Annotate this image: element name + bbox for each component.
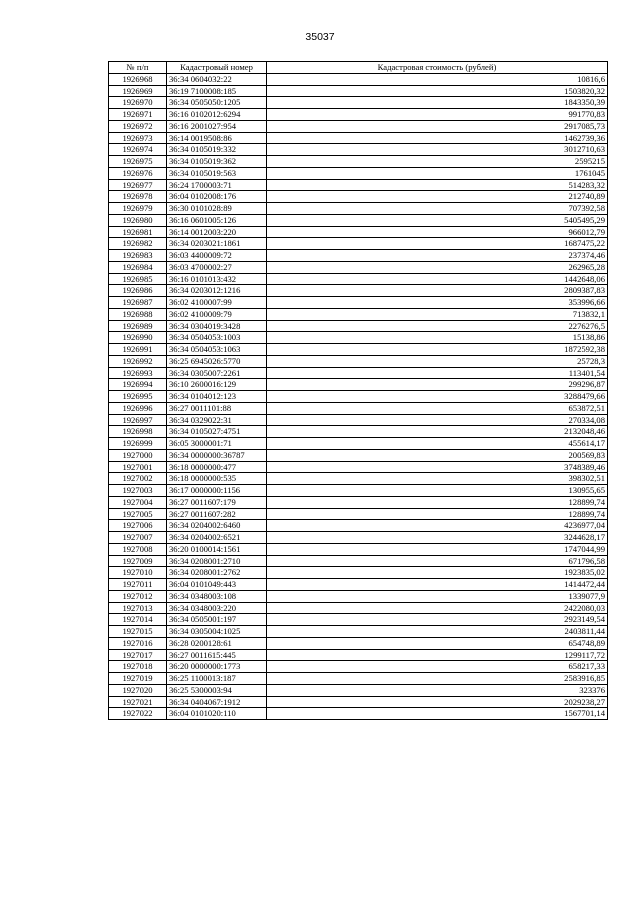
table-row bbox=[109, 320, 608, 332]
table-row bbox=[109, 520, 608, 532]
table-row bbox=[109, 261, 608, 273]
cell-row-number: 1927020 bbox=[109, 684, 167, 696]
table-row bbox=[109, 461, 608, 473]
column-header-num: № п/п bbox=[109, 62, 167, 74]
cell-cadastral-value: 1462739,36 bbox=[267, 132, 608, 144]
table-body bbox=[109, 73, 608, 719]
cell-cadastral-value: 1843350,39 bbox=[267, 97, 608, 109]
cell-row-number: 1926996 bbox=[109, 402, 167, 414]
cell-row-number: 1927004 bbox=[109, 496, 167, 508]
cell-cadastral-number: 36:34 0504053:1063 bbox=[167, 344, 267, 356]
cell-cadastral-number: 36:04 0101049:443 bbox=[167, 579, 267, 591]
cell-cadastral-number: 36:34 0208001:2710 bbox=[167, 555, 267, 567]
cell-cadastral-value: 1442648,06 bbox=[267, 273, 608, 285]
cell-cadastral-number: 36:30 0101028:89 bbox=[167, 203, 267, 215]
table-row bbox=[109, 626, 608, 638]
cell-cadastral-value: 713832,1 bbox=[267, 308, 608, 320]
cell-cadastral-value: 128899,74 bbox=[267, 508, 608, 520]
cell-row-number: 1927018 bbox=[109, 661, 167, 673]
cell-cadastral-number: 36:34 0504053:1003 bbox=[167, 332, 267, 344]
cell-row-number: 1927007 bbox=[109, 532, 167, 544]
cell-row-number: 1926983 bbox=[109, 250, 167, 262]
table-row bbox=[109, 156, 608, 168]
cell-cadastral-value: 658217,33 bbox=[267, 661, 608, 673]
cell-cadastral-value: 653872,51 bbox=[267, 402, 608, 414]
cell-cadastral-value: 237374,46 bbox=[267, 250, 608, 262]
cell-cadastral-number: 36:34 0404067:1912 bbox=[167, 696, 267, 708]
cell-row-number: 1927014 bbox=[109, 614, 167, 626]
cell-row-number: 1926989 bbox=[109, 320, 167, 332]
table-header-row bbox=[109, 62, 608, 74]
cell-row-number: 1927000 bbox=[109, 449, 167, 461]
table-row bbox=[109, 308, 608, 320]
cell-cadastral-value: 4236977,04 bbox=[267, 520, 608, 532]
cell-cadastral-value: 1872592,38 bbox=[267, 344, 608, 356]
cell-cadastral-value: 10816,6 bbox=[267, 73, 608, 85]
table-row bbox=[109, 367, 608, 379]
cell-cadastral-value: 1339077,9 bbox=[267, 590, 608, 602]
cell-cadastral-number: 36:16 2001027:954 bbox=[167, 120, 267, 132]
cell-cadastral-number: 36:20 0000000:1773 bbox=[167, 661, 267, 673]
cell-cadastral-number: 36:34 0208001:2762 bbox=[167, 567, 267, 579]
cell-cadastral-number: 36:34 0505001:197 bbox=[167, 614, 267, 626]
table-row bbox=[109, 673, 608, 685]
cell-cadastral-value: 398302,51 bbox=[267, 473, 608, 485]
table-row bbox=[109, 438, 608, 450]
table-row bbox=[109, 144, 608, 156]
cell-cadastral-number: 36:34 0204002:6521 bbox=[167, 532, 267, 544]
cell-cadastral-number: 36:34 0105019:563 bbox=[167, 167, 267, 179]
table-row bbox=[109, 379, 608, 391]
cell-cadastral-number: 36:34 0505050:1205 bbox=[167, 97, 267, 109]
table-row bbox=[109, 602, 608, 614]
table-row bbox=[109, 344, 608, 356]
cell-cadastral-value: 2132048,46 bbox=[267, 426, 608, 438]
table-row bbox=[109, 85, 608, 97]
cell-cadastral-number: 36:04 0101020:110 bbox=[167, 708, 267, 720]
table-row bbox=[109, 203, 608, 215]
cell-row-number: 1926986 bbox=[109, 285, 167, 297]
table-row bbox=[109, 708, 608, 720]
table-row bbox=[109, 590, 608, 602]
cell-cadastral-value: 2917085,73 bbox=[267, 120, 608, 132]
cell-cadastral-number: 36:25 1100013:187 bbox=[167, 673, 267, 685]
table-row bbox=[109, 684, 608, 696]
table-row bbox=[109, 132, 608, 144]
table-row bbox=[109, 567, 608, 579]
cell-cadastral-number: 36:03 4700002:27 bbox=[167, 261, 267, 273]
table-row bbox=[109, 250, 608, 262]
cell-row-number: 1927009 bbox=[109, 555, 167, 567]
cell-row-number: 1926969 bbox=[109, 85, 167, 97]
table-row bbox=[109, 120, 608, 132]
table-row bbox=[109, 532, 608, 544]
cell-cadastral-value: 3748389,46 bbox=[267, 461, 608, 473]
cell-cadastral-number: 36:34 0304019:3428 bbox=[167, 320, 267, 332]
cell-row-number: 1926980 bbox=[109, 214, 167, 226]
table-row bbox=[109, 402, 608, 414]
table-row bbox=[109, 214, 608, 226]
cell-row-number: 1926981 bbox=[109, 226, 167, 238]
cell-row-number: 1927005 bbox=[109, 508, 167, 520]
cell-cadastral-value: 2422080,03 bbox=[267, 602, 608, 614]
cell-cadastral-value: 2809387,83 bbox=[267, 285, 608, 297]
cell-row-number: 1926988 bbox=[109, 308, 167, 320]
table-row bbox=[109, 273, 608, 285]
cell-row-number: 1926987 bbox=[109, 297, 167, 309]
cell-cadastral-value: 5405495,29 bbox=[267, 214, 608, 226]
cell-cadastral-value: 1414472,44 bbox=[267, 579, 608, 591]
cell-row-number: 1926974 bbox=[109, 144, 167, 156]
cell-row-number: 1926982 bbox=[109, 238, 167, 250]
cell-cadastral-value: 455614,17 bbox=[267, 438, 608, 450]
cell-cadastral-number: 36:34 0105019:332 bbox=[167, 144, 267, 156]
table-row bbox=[109, 355, 608, 367]
cell-cadastral-value: 671796,58 bbox=[267, 555, 608, 567]
cell-row-number: 1927012 bbox=[109, 590, 167, 602]
table-row bbox=[109, 414, 608, 426]
table-row bbox=[109, 226, 608, 238]
cell-cadastral-number: 36:25 5300003:94 bbox=[167, 684, 267, 696]
column-header-cadastral-value: Кадастровая стоимость (рублей) bbox=[267, 62, 608, 74]
table-row bbox=[109, 508, 608, 520]
cell-cadastral-number: 36:34 0348003:108 bbox=[167, 590, 267, 602]
cell-cadastral-number: 36:18 0000000:477 bbox=[167, 461, 267, 473]
cell-cadastral-value: 1687475,22 bbox=[267, 238, 608, 250]
cell-cadastral-number: 36:34 0329022:31 bbox=[167, 414, 267, 426]
cell-cadastral-number: 36:34 0203012:1216 bbox=[167, 285, 267, 297]
cell-row-number: 1927002 bbox=[109, 473, 167, 485]
cell-cadastral-value: 2923149,54 bbox=[267, 614, 608, 626]
cell-row-number: 1927019 bbox=[109, 673, 167, 685]
cell-cadastral-value: 966012,79 bbox=[267, 226, 608, 238]
cell-cadastral-number: 36:16 0101013:432 bbox=[167, 273, 267, 285]
cell-cadastral-number: 36:27 0011607:179 bbox=[167, 496, 267, 508]
cell-cadastral-value: 991770,83 bbox=[267, 109, 608, 121]
cell-row-number: 1927017 bbox=[109, 649, 167, 661]
cell-cadastral-number: 36:34 0000000:36787 bbox=[167, 449, 267, 461]
table-row bbox=[109, 696, 608, 708]
cell-cadastral-number: 36:27 0011101:88 bbox=[167, 402, 267, 414]
table-row bbox=[109, 391, 608, 403]
cell-cadastral-value: 270334,08 bbox=[267, 414, 608, 426]
cell-cadastral-number: 36:34 0305007:2261 bbox=[167, 367, 267, 379]
table-row bbox=[109, 496, 608, 508]
cell-cadastral-value: 2583916,85 bbox=[267, 673, 608, 685]
cell-row-number: 1926968 bbox=[109, 73, 167, 85]
cell-cadastral-number: 36:34 0105019:362 bbox=[167, 156, 267, 168]
cell-row-number: 1927010 bbox=[109, 567, 167, 579]
cell-row-number: 1926975 bbox=[109, 156, 167, 168]
cadastral-value-table bbox=[108, 61, 608, 720]
cell-cadastral-number: 36:14 0012003:220 bbox=[167, 226, 267, 238]
cell-cadastral-value: 2595215 bbox=[267, 156, 608, 168]
table-row bbox=[109, 285, 608, 297]
cell-cadastral-number: 36:25 6945026:5770 bbox=[167, 355, 267, 367]
cell-cadastral-number: 36:19 7100008:185 bbox=[167, 85, 267, 97]
cell-cadastral-value: 353996,66 bbox=[267, 297, 608, 309]
table-row bbox=[109, 614, 608, 626]
cell-cadastral-value: 128899,74 bbox=[267, 496, 608, 508]
cell-cadastral-value: 25728,3 bbox=[267, 355, 608, 367]
cell-row-number: 1927013 bbox=[109, 602, 167, 614]
cell-row-number: 1927011 bbox=[109, 579, 167, 591]
cell-row-number: 1927006 bbox=[109, 520, 167, 532]
cell-cadastral-value: 1567701,14 bbox=[267, 708, 608, 720]
cell-row-number: 1926972 bbox=[109, 120, 167, 132]
cell-row-number: 1926994 bbox=[109, 379, 167, 391]
cell-row-number: 1926970 bbox=[109, 97, 167, 109]
cell-cadastral-value: 2403811,44 bbox=[267, 626, 608, 638]
table-row bbox=[109, 167, 608, 179]
cell-cadastral-number: 36:16 0102012:6294 bbox=[167, 109, 267, 121]
cell-cadastral-number: 36:02 4100009:79 bbox=[167, 308, 267, 320]
table-row bbox=[109, 543, 608, 555]
cell-cadastral-number: 36:02 4100007:99 bbox=[167, 297, 267, 309]
table-row bbox=[109, 238, 608, 250]
cell-row-number: 1926990 bbox=[109, 332, 167, 344]
cell-row-number: 1927001 bbox=[109, 461, 167, 473]
table-row bbox=[109, 579, 608, 591]
cell-cadastral-value: 3288479,66 bbox=[267, 391, 608, 403]
cell-cadastral-value: 212740,89 bbox=[267, 191, 608, 203]
cell-cadastral-number: 36:18 0000000:535 bbox=[167, 473, 267, 485]
cell-cadastral-number: 36:34 0104012:123 bbox=[167, 391, 267, 403]
cell-row-number: 1926999 bbox=[109, 438, 167, 450]
cell-cadastral-number: 36:17 0000000:1156 bbox=[167, 485, 267, 497]
cell-cadastral-value: 299296,87 bbox=[267, 379, 608, 391]
table-row bbox=[109, 426, 608, 438]
cell-cadastral-number: 36:20 0100014:1561 bbox=[167, 543, 267, 555]
cell-cadastral-value: 1503820,32 bbox=[267, 85, 608, 97]
page-number: 35037 bbox=[305, 31, 335, 43]
cell-row-number: 1927008 bbox=[109, 543, 167, 555]
cell-cadastral-value: 323376 bbox=[267, 684, 608, 696]
table-row bbox=[109, 473, 608, 485]
cell-cadastral-number: 36:27 0011607:282 bbox=[167, 508, 267, 520]
cell-row-number: 1926997 bbox=[109, 414, 167, 426]
cell-cadastral-number: 36:28 0200128:61 bbox=[167, 637, 267, 649]
table-row bbox=[109, 449, 608, 461]
cell-row-number: 1927021 bbox=[109, 696, 167, 708]
cell-row-number: 1926979 bbox=[109, 203, 167, 215]
cell-cadastral-value: 2276276,5 bbox=[267, 320, 608, 332]
table-row bbox=[109, 179, 608, 191]
cell-row-number: 1926998 bbox=[109, 426, 167, 438]
cell-row-number: 1927022 bbox=[109, 708, 167, 720]
cell-row-number: 1927003 bbox=[109, 485, 167, 497]
table-row bbox=[109, 73, 608, 85]
table-row bbox=[109, 97, 608, 109]
cell-row-number: 1926993 bbox=[109, 367, 167, 379]
cell-cadastral-number: 36:27 0011615:445 bbox=[167, 649, 267, 661]
cell-row-number: 1926978 bbox=[109, 191, 167, 203]
cell-cadastral-number: 36:05 3000001:71 bbox=[167, 438, 267, 450]
cell-row-number: 1926985 bbox=[109, 273, 167, 285]
cell-row-number: 1926984 bbox=[109, 261, 167, 273]
cell-row-number: 1927016 bbox=[109, 637, 167, 649]
cell-cadastral-value: 113401,54 bbox=[267, 367, 608, 379]
cell-cadastral-number: 36:34 0203021:1861 bbox=[167, 238, 267, 250]
table-row bbox=[109, 332, 608, 344]
cell-cadastral-number: 36:10 2600016:129 bbox=[167, 379, 267, 391]
column-header-cadastral-number: Кадастровый номер bbox=[167, 62, 267, 74]
cell-cadastral-value: 2029238,27 bbox=[267, 696, 608, 708]
cell-row-number: 1926991 bbox=[109, 344, 167, 356]
cell-row-number: 1926973 bbox=[109, 132, 167, 144]
cell-cadastral-value: 15138,86 bbox=[267, 332, 608, 344]
cell-cadastral-value: 3244628,17 bbox=[267, 532, 608, 544]
cell-row-number: 1926992 bbox=[109, 355, 167, 367]
cell-cadastral-number: 36:03 4400009:72 bbox=[167, 250, 267, 262]
cell-cadastral-number: 36:34 0305004:1025 bbox=[167, 626, 267, 638]
cell-cadastral-value: 1747044,99 bbox=[267, 543, 608, 555]
cell-cadastral-value: 130955,65 bbox=[267, 485, 608, 497]
cell-cadastral-value: 200569,83 bbox=[267, 449, 608, 461]
cell-row-number: 1926976 bbox=[109, 167, 167, 179]
cell-cadastral-number: 36:34 0105027:4751 bbox=[167, 426, 267, 438]
cell-row-number: 1927015 bbox=[109, 626, 167, 638]
cell-cadastral-number: 36:34 0348003:220 bbox=[167, 602, 267, 614]
table-row bbox=[109, 649, 608, 661]
cell-cadastral-value: 1923835,02 bbox=[267, 567, 608, 579]
cell-cadastral-number: 36:04 0102008:176 bbox=[167, 191, 267, 203]
cell-cadastral-value: 1761045 bbox=[267, 167, 608, 179]
cell-cadastral-value: 3012710,63 bbox=[267, 144, 608, 156]
cell-cadastral-number: 36:24 1700003:71 bbox=[167, 179, 267, 191]
cell-cadastral-number: 36:14 0019508:86 bbox=[167, 132, 267, 144]
cell-cadastral-number: 36:34 0604032:22 bbox=[167, 73, 267, 85]
cell-cadastral-value: 1299117,72 bbox=[267, 649, 608, 661]
table-row bbox=[109, 485, 608, 497]
cell-row-number: 1926971 bbox=[109, 109, 167, 121]
table-row bbox=[109, 191, 608, 203]
table-row bbox=[109, 637, 608, 649]
cell-cadastral-value: 514283,32 bbox=[267, 179, 608, 191]
cell-row-number: 1926995 bbox=[109, 391, 167, 403]
cell-cadastral-number: 36:16 0601005:126 bbox=[167, 214, 267, 226]
cell-cadastral-number: 36:34 0204002:6460 bbox=[167, 520, 267, 532]
cell-row-number: 1926977 bbox=[109, 179, 167, 191]
cell-cadastral-value: 654748,89 bbox=[267, 637, 608, 649]
cell-cadastral-value: 262965,28 bbox=[267, 261, 608, 273]
table-row bbox=[109, 661, 608, 673]
table-row bbox=[109, 555, 608, 567]
table-row bbox=[109, 109, 608, 121]
cell-cadastral-value: 707392,58 bbox=[267, 203, 608, 215]
table-row bbox=[109, 297, 608, 309]
